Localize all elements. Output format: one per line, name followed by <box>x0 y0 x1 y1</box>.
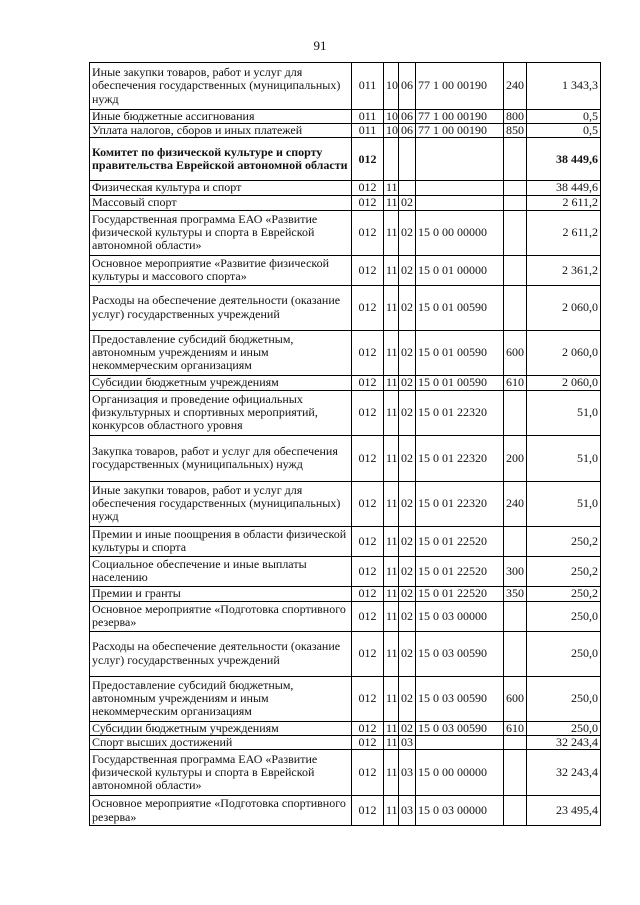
target-article-code-cell: 15 0 03 00590 <box>416 676 504 721</box>
target-article-code-cell: 15 0 01 22320 <box>416 481 504 526</box>
row-name-cell: Иные закупки товаров, работ и услуг для обеспечения государственных (муниципальных) нужд <box>90 63 352 110</box>
amount-cell: 51,0 <box>527 481 601 526</box>
table-row <box>90 601 601 631</box>
target-article-code-cell <box>416 181 504 195</box>
ministry-code-cell: 012 <box>352 435 384 481</box>
subsection-code-cell: 02 <box>399 210 416 255</box>
subsection-code-cell: 06 <box>399 124 416 138</box>
section-code-cell: 11 <box>384 181 399 195</box>
amount-cell: 32 243,4 <box>527 750 601 796</box>
expense-type-code-cell <box>504 601 527 631</box>
section-code-cell: 11 <box>384 285 399 330</box>
ministry-code-cell: 012 <box>352 195 384 210</box>
table-row <box>90 796 601 826</box>
target-article-code-cell: 15 0 01 00590 <box>416 285 504 330</box>
expense-type-code-cell: 800 <box>504 110 527 124</box>
row-name-cell: Государственная программа ЕАО «Развитие физической культуры и спорта в Еврейской автономной области» <box>90 210 352 255</box>
row-name-cell: Основное мероприятие «Подготовка спортивного резерва» <box>90 601 352 631</box>
row-name-cell: Предоставление субсидий бюджетным, автономным учреждениям и иным некоммерческим организациям <box>90 676 352 721</box>
subsection-code-cell: 02 <box>399 330 416 375</box>
section-code-cell: 11 <box>384 676 399 721</box>
expense-type-code-cell <box>504 390 527 435</box>
table-row <box>90 285 601 330</box>
amount-cell: 250,2 <box>527 586 601 601</box>
ministry-code-cell: 012 <box>352 735 384 749</box>
table-row <box>90 375 601 390</box>
subsection-code-cell: 02 <box>399 255 416 285</box>
section-code-cell: 11 <box>384 195 399 210</box>
table-row <box>90 435 601 481</box>
target-article-code-cell: 15 0 01 00000 <box>416 255 504 285</box>
ministry-code-cell: 011 <box>352 110 384 124</box>
section-code-cell: 11 <box>384 750 399 796</box>
subsection-code-cell: 02 <box>399 526 416 556</box>
amount-cell: 32 243,4 <box>527 735 601 749</box>
table-row <box>90 124 601 138</box>
subsection-code-cell: 02 <box>399 676 416 721</box>
ministry-code-cell: 012 <box>352 285 384 330</box>
subsection-code-cell: 02 <box>399 601 416 631</box>
table-row <box>90 255 601 285</box>
ministry-code-cell: 012 <box>352 526 384 556</box>
subsection-code-cell: 02 <box>399 435 416 481</box>
amount-cell: 250,0 <box>527 676 601 721</box>
expense-type-code-cell <box>504 195 527 210</box>
row-name-cell: Премии и гранты <box>90 586 352 601</box>
row-name-cell: Уплата налогов, сборов и иных платежей <box>90 124 352 138</box>
amount-cell: 250,0 <box>527 601 601 631</box>
target-article-code-cell: 15 0 00 00000 <box>416 750 504 796</box>
table-row <box>90 330 601 375</box>
expense-type-code-cell: 610 <box>504 375 527 390</box>
row-name-cell: Расходы на обеспечение деятельности (оказание услуг) государственных учреждений <box>90 285 352 330</box>
target-article-code-cell: 77 1 00 00190 <box>416 63 504 110</box>
amount-cell: 0,5 <box>527 110 601 124</box>
row-name-cell: Массовый спорт <box>90 195 352 210</box>
amount-cell: 2 060,0 <box>527 330 601 375</box>
expense-type-code-cell: 600 <box>504 330 527 375</box>
subsection-code-cell: 03 <box>399 796 416 826</box>
section-code-cell: 11 <box>384 601 399 631</box>
target-article-code-cell: 15 0 01 22320 <box>416 390 504 435</box>
section-code-cell: 11 <box>384 255 399 285</box>
ministry-code-cell: 012 <box>352 586 384 601</box>
subsection-code-cell: 03 <box>399 750 416 796</box>
ministry-code-cell: 012 <box>352 375 384 390</box>
row-name-cell: Субсидии бюджетным учреждениям <box>90 721 352 735</box>
budget-table-body <box>90 63 601 826</box>
section-code-cell: 10 <box>384 110 399 124</box>
section-code-cell: 11 <box>384 330 399 375</box>
target-article-code-cell: 15 0 01 22320 <box>416 435 504 481</box>
amount-cell: 2 060,0 <box>527 285 601 330</box>
target-article-code-cell <box>416 735 504 749</box>
ministry-code-cell: 012 <box>352 390 384 435</box>
section-code-cell: 11 <box>384 526 399 556</box>
table-row <box>90 721 601 735</box>
table-row <box>90 210 601 255</box>
expense-type-code-cell <box>504 631 527 676</box>
ministry-code-cell: 012 <box>352 138 384 181</box>
subsection-code-cell: 02 <box>399 195 416 210</box>
target-article-code-cell: 15 0 03 00000 <box>416 601 504 631</box>
expense-type-code-cell: 240 <box>504 63 527 110</box>
target-article-code-cell: 77 1 00 00190 <box>416 110 504 124</box>
ministry-code-cell: 012 <box>352 481 384 526</box>
ministry-code-cell: 012 <box>352 181 384 195</box>
amount-cell: 51,0 <box>527 435 601 481</box>
table-row <box>90 63 601 110</box>
row-name-cell: Премии и иные поощрения в области физической культуры и спорта <box>90 526 352 556</box>
expense-type-code-cell <box>504 796 527 826</box>
target-article-code-cell <box>416 195 504 210</box>
table-row <box>90 526 601 556</box>
ministry-code-cell: 012 <box>352 330 384 375</box>
expense-type-code-cell: 850 <box>504 124 527 138</box>
target-article-code-cell: 15 0 00 00000 <box>416 210 504 255</box>
page-number: 91 <box>313 38 327 53</box>
table-row <box>90 586 601 601</box>
amount-cell: 0,5 <box>527 124 601 138</box>
section-code-cell: 11 <box>384 481 399 526</box>
ministry-code-cell: 012 <box>352 556 384 586</box>
section-code-cell: 11 <box>384 735 399 749</box>
amount-cell: 250,0 <box>527 721 601 735</box>
subsection-code-cell: 02 <box>399 721 416 735</box>
amount-cell: 1 343,3 <box>527 63 601 110</box>
ministry-code-cell: 012 <box>352 796 384 826</box>
table-row <box>90 556 601 586</box>
amount-cell: 250,2 <box>527 556 601 586</box>
row-name-cell: Социальное обеспечение и иные выплаты населению <box>90 556 352 586</box>
row-name-cell: Основное мероприятие «Подготовка спортивного резерва» <box>90 796 352 826</box>
expense-type-code-cell: 200 <box>504 435 527 481</box>
row-name-cell: Спорт высших достижений <box>90 735 352 749</box>
table-row <box>90 195 601 210</box>
amount-cell: 38 449,6 <box>527 181 601 195</box>
row-name-cell: Государственная программа ЕАО «Развитие физической культуры и спорта в Еврейской автономной области» <box>90 750 352 796</box>
amount-cell: 38 449,6 <box>527 138 601 181</box>
expense-type-code-cell <box>504 181 527 195</box>
subsection-code-cell <box>399 181 416 195</box>
expense-type-code-cell: 240 <box>504 481 527 526</box>
row-name-cell: Иные бюджетные ассигнования <box>90 110 352 124</box>
table-row <box>90 138 601 181</box>
row-name-cell: Закупка товаров, работ и услуг для обеспечения государственных (муниципальных) нужд <box>90 435 352 481</box>
row-name-cell: Иные закупки товаров, работ и услуг для обеспечения государственных (муниципальных) нужд <box>90 481 352 526</box>
amount-cell: 2 611,2 <box>527 210 601 255</box>
subsection-code-cell: 02 <box>399 481 416 526</box>
amount-cell: 250,0 <box>527 631 601 676</box>
amount-cell: 23 495,4 <box>527 796 601 826</box>
section-code-cell: 11 <box>384 796 399 826</box>
section-code-cell: 11 <box>384 390 399 435</box>
section-code-cell: 11 <box>384 586 399 601</box>
row-name-cell: Основное мероприятие «Развитие физической культуры и массового спорта» <box>90 255 352 285</box>
ministry-code-cell: 012 <box>352 750 384 796</box>
ministry-code-cell: 011 <box>352 124 384 138</box>
target-article-code-cell: 15 0 03 00590 <box>416 631 504 676</box>
amount-cell: 250,2 <box>527 526 601 556</box>
section-code-cell: 11 <box>384 375 399 390</box>
table-row <box>90 676 601 721</box>
subsection-code-cell: 02 <box>399 556 416 586</box>
subsection-code-cell: 03 <box>399 735 416 749</box>
section-code-cell: 11 <box>384 435 399 481</box>
expense-type-code-cell <box>504 255 527 285</box>
amount-cell: 2 060,0 <box>527 375 601 390</box>
section-code-cell: 11 <box>384 210 399 255</box>
ministry-code-cell: 011 <box>352 63 384 110</box>
target-article-code-cell: 15 0 03 00000 <box>416 796 504 826</box>
target-article-code-cell <box>416 138 504 181</box>
amount-cell: 2 611,2 <box>527 195 601 210</box>
row-name-cell: Субсидии бюджетным учреждениям <box>90 375 352 390</box>
expense-type-code-cell <box>504 285 527 330</box>
target-article-code-cell: 15 0 03 00590 <box>416 721 504 735</box>
section-code-cell: 10 <box>384 63 399 110</box>
subsection-code-cell: 02 <box>399 285 416 330</box>
row-name-cell: Комитет по физической культуре и спорту правительства Еврейской автономной области <box>90 138 352 181</box>
expense-type-code-cell: 300 <box>504 556 527 586</box>
ministry-code-cell: 012 <box>352 255 384 285</box>
target-article-code-cell: 15 0 01 00590 <box>416 375 504 390</box>
table-row <box>90 481 601 526</box>
expense-type-code-cell <box>504 526 527 556</box>
target-article-code-cell: 15 0 01 22520 <box>416 586 504 601</box>
ministry-code-cell: 012 <box>352 721 384 735</box>
table-row <box>90 110 601 124</box>
table-row <box>90 750 601 796</box>
row-name-cell: Расходы на обеспечение деятельности (оказание услуг) государственных учреждений <box>90 631 352 676</box>
section-code-cell: 10 <box>384 124 399 138</box>
table-row <box>90 390 601 435</box>
target-article-code-cell: 15 0 01 00590 <box>416 330 504 375</box>
section-code-cell: 11 <box>384 721 399 735</box>
subsection-code-cell: 06 <box>399 110 416 124</box>
subsection-code-cell: 02 <box>399 586 416 601</box>
section-code-cell: 11 <box>384 556 399 586</box>
expense-type-code-cell: 350 <box>504 586 527 601</box>
ministry-code-cell: 012 <box>352 676 384 721</box>
ministry-code-cell: 012 <box>352 631 384 676</box>
expense-type-code-cell <box>504 750 527 796</box>
subsection-code-cell: 02 <box>399 631 416 676</box>
target-article-code-cell: 15 0 01 22520 <box>416 556 504 586</box>
expense-type-code-cell <box>504 210 527 255</box>
section-code-cell <box>384 138 399 181</box>
subsection-code-cell: 02 <box>399 375 416 390</box>
expense-type-code-cell: 600 <box>504 676 527 721</box>
table-row <box>90 631 601 676</box>
subsection-code-cell: 06 <box>399 63 416 110</box>
budget-table <box>89 62 601 826</box>
expense-type-code-cell <box>504 138 527 181</box>
ministry-code-cell: 012 <box>352 210 384 255</box>
expense-type-code-cell <box>504 735 527 749</box>
row-name-cell: Предоставление субсидий бюджетным, автономным учреждениям и иным некоммерческим организациям <box>90 330 352 375</box>
subsection-code-cell: 02 <box>399 390 416 435</box>
amount-cell: 51,0 <box>527 390 601 435</box>
section-code-cell: 11 <box>384 631 399 676</box>
amount-cell: 2 361,2 <box>527 255 601 285</box>
expense-type-code-cell: 610 <box>504 721 527 735</box>
ministry-code-cell: 012 <box>352 601 384 631</box>
table-row <box>90 181 601 195</box>
target-article-code-cell: 15 0 01 22520 <box>416 526 504 556</box>
target-article-code-cell: 77 1 00 00190 <box>416 124 504 138</box>
row-name-cell: Физическая культура и спорт <box>90 181 352 195</box>
table-row <box>90 735 601 749</box>
subsection-code-cell <box>399 138 416 181</box>
row-name-cell: Организация и проведение официальных физкультурных и спортивных мероприятий, конкурсов областного уровня <box>90 390 352 435</box>
